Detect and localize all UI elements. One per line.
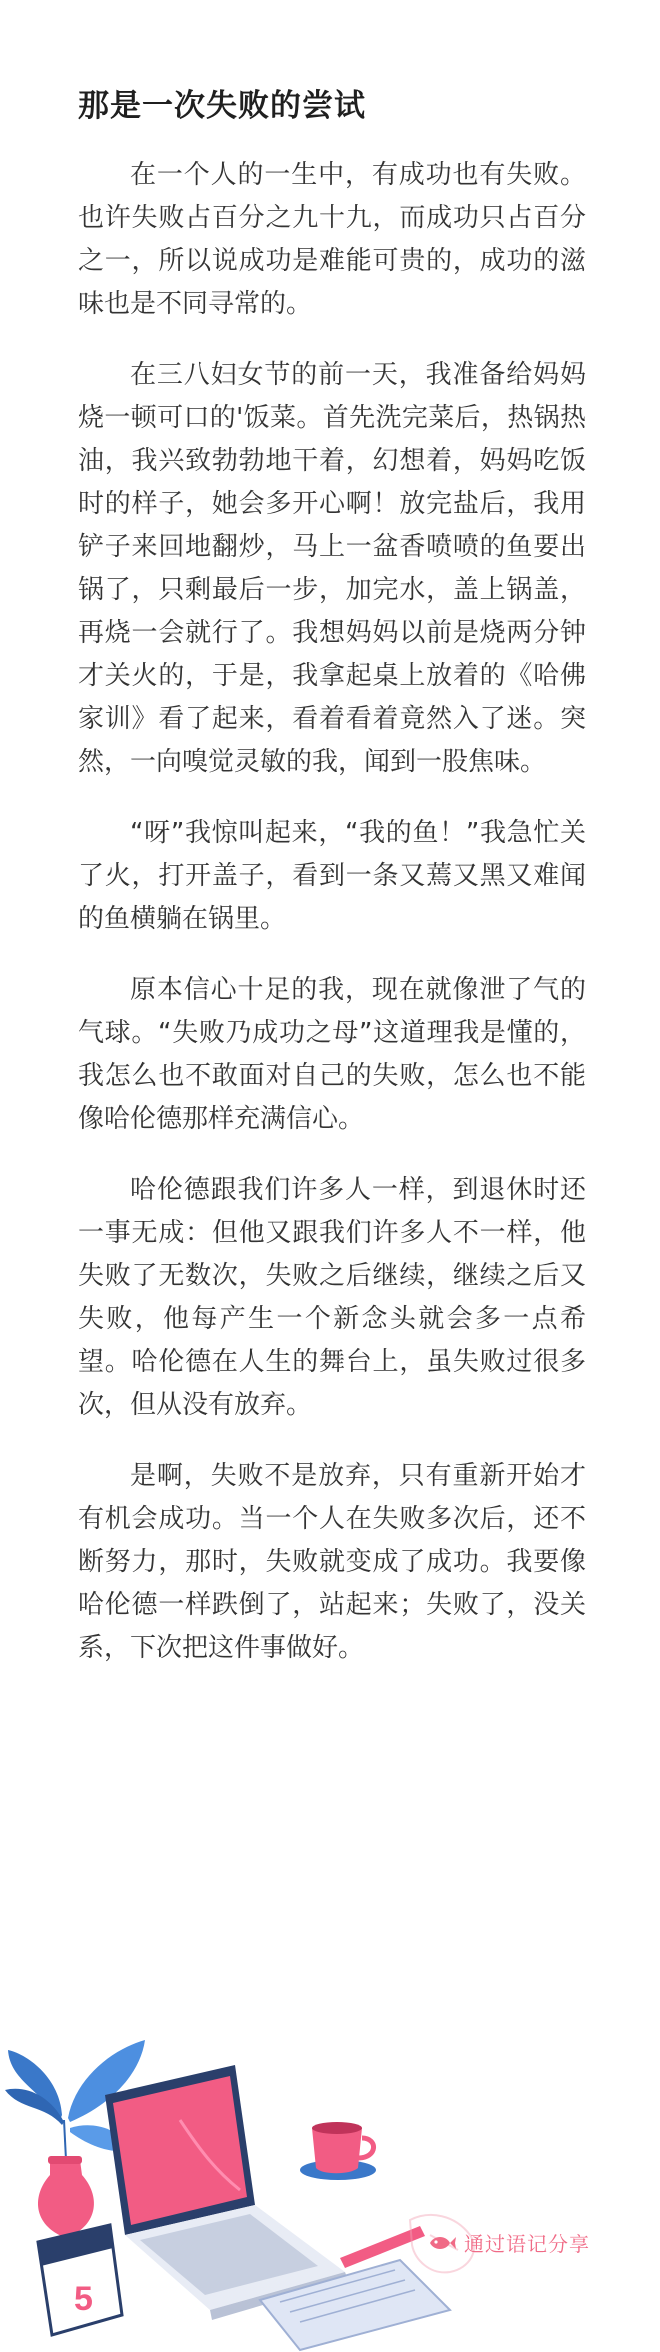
paragraph-1: 在一个人的一生中，有成功也有失败。也许失败占百分之九十九，而成功只占百分之一，所以说成功是难能可贵的，成功的滋味也是不同寻常的。 bbox=[78, 160, 586, 319]
article bbox=[78, 84, 586, 1698]
paragraph-6: 是啊，失败不是放弃，只有重新开始才有机会成功。当一个人在失败多次后，还不断努力，那时，失败就变成了成功。我要像哈伦德一样跌倒了，站起来；失败了，没关系，下次把这件事做好。 bbox=[78, 1461, 586, 1663]
desk-illustration bbox=[0, 2010, 660, 2352]
share-label: 通过语记分享 bbox=[464, 2232, 590, 2256]
article-title: 那是一次失败的尝试 bbox=[78, 88, 366, 124]
fish-icon bbox=[428, 2232, 456, 2254]
calendar-day: 5 bbox=[74, 2280, 93, 2318]
laptop-icon bbox=[105, 2065, 348, 2320]
paragraph-3: “呀”我惊叫起来，“我的鱼！”我急忙关了火，打开盖子，看到一条又蔫又黑又难闻的鱼横躺在锅里。 bbox=[78, 818, 586, 934]
paragraph-5: 哈伦德跟我们许多人一样，到退休时还一事无成：但他又跟我们许多人不一样，他失败了无数次，失败之后继续，继续之后又失败，他每产生一个新念头就会多一点希望。哈伦德在人生的舞台上，虽失败过很多次，但从没有放弃。 bbox=[78, 1175, 586, 1420]
calendar-icon bbox=[38, 2225, 122, 2335]
paragraph-4: 原本信心十足的我，现在就像泄了气的气球。“失败乃成功之母”这道理我是懂的，我怎么也不敢面对自己的失败，怎么也不能像哈伦德那样充满信心。 bbox=[78, 975, 586, 1134]
paragraph-2: 在三八妇女节的前一天，我准备给妈妈烧一顿可口的'饭菜。首先洗完菜后，热锅热油，我兴致勃勃地干着，幻想着，妈妈吃饭时的样子，她会多开心啊！放完盐后，我用铲子来回地翻炒，马上一盆香喷喷的鱼要出锅了，只剩最后一步，加完水，盖上锅盖，再烧一会就行了。我想妈妈以前是烧两分钟才关火的，于是，我拿起桌上放着的《哈佛家训》看了起来，看着看着竟然入了迷。突然，一向嗅觉灵敏的我，闻到一股焦味。 bbox=[78, 360, 586, 777]
share-via-yuji[interactable] bbox=[428, 2228, 590, 2257]
coffee-cup-icon bbox=[300, 2122, 376, 2180]
